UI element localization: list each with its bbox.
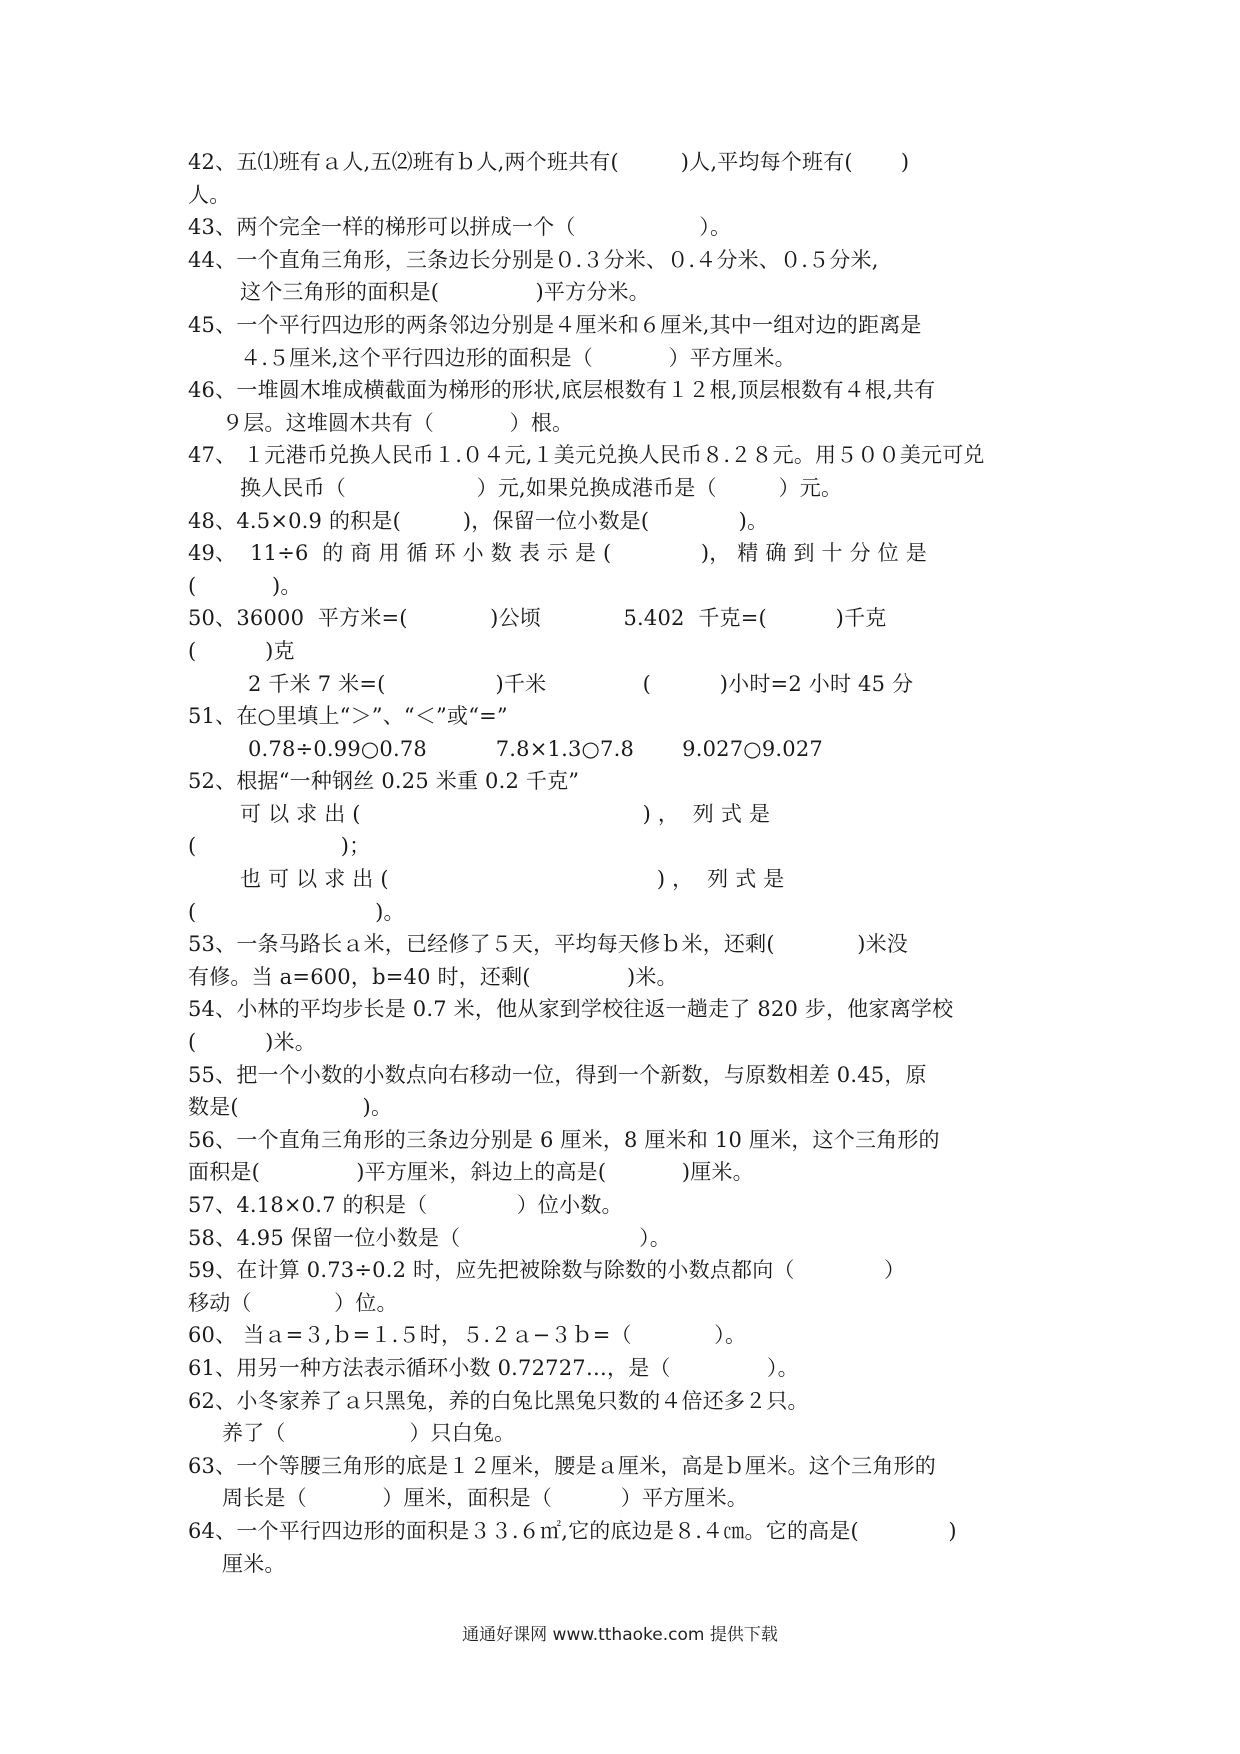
question-line: 可 以 求 出 ( ) ， 列 式 是 xyxy=(240,801,771,826)
question-line: ( )克 xyxy=(188,638,295,663)
question-line: 也 可 以 求 出 ( ) ， 列 式 是 xyxy=(240,867,785,892)
question-line: 人。 xyxy=(188,182,231,207)
question-line: ( )。 xyxy=(188,573,302,598)
question-line: 59、在计算 0.73÷0.2 时，应先把被除数与除数的小数点都向（ ） xyxy=(188,1258,906,1283)
question-line: 47、 １元港币兑换人民币１.０４元,１美元兑换人民币８.２８元。用５００美元可兑 xyxy=(188,443,985,468)
question-line: 52、根据“一种钢丝 0.25 米重 0.2 千克” xyxy=(188,769,580,794)
question-line: 54、小林的平均步长是 0.7 米，他从家到学校往返一趟走了 820 步，他家离学校 xyxy=(188,997,954,1022)
question-line: 57、4.18×0.7 的积是（ ）位小数。 xyxy=(188,1193,623,1217)
question-line: ( )； xyxy=(188,834,371,859)
question-list xyxy=(188,146,1058,1580)
page-footer: 通通好课网 www.tthaoke.com 提供下载 xyxy=(462,1625,778,1645)
question-line: 厘米。 xyxy=(222,1551,286,1576)
question-line: 62、小冬家养了ａ只黑兔，养的白兔比黑兔只数的４倍还多２只。 xyxy=(188,1388,809,1413)
question-line: 61、用另一种方法表示循环小数 0.72727…，是（ ）。 xyxy=(188,1355,799,1380)
question-line: 45、一个平行四边形的两条邻边分别是４厘米和６厘米,其中一组对边的距离是 xyxy=(188,312,922,337)
question-line: 换人民币（ ）元,如果兑换成港币是（ ）元。 xyxy=(240,475,843,500)
question-line: 周长是（ ）厘米，面积是（ ）平方厘米。 xyxy=(222,1486,748,1511)
question-line: 面积是( )平方厘米，斜边上的高是( )厘米。 xyxy=(188,1160,754,1185)
question-line: 56、一个直角三角形的三条边分别是 6 厘米，8 厘米和 10 厘米，这个三角形的 xyxy=(188,1127,940,1152)
question-line: 63、一个等腰三角形的底是１２厘米，腰是ａ厘米，高是ｂ厘米。这个三角形的 xyxy=(188,1453,936,1478)
question-line: ９层。这堆圆木共有（ ）根。 xyxy=(222,410,574,435)
question-line: 有修。当 a=600，b=40 时，还剩( )米。 xyxy=(188,964,678,989)
question-line: 这个三角形的面积是( )平方分米。 xyxy=(240,280,650,305)
question-line: 50、36000 平方米=( )公顷 5.402 千克=( )千克 xyxy=(188,606,887,631)
question-line: ( )米。 xyxy=(188,1030,316,1055)
question-line: 55、把一个小数的小数点向右移动一位，得到一个新数，与原数相差 0.45，原 xyxy=(188,1062,927,1087)
question-line: 51、在○里填上“＞”、“＜”或“=” xyxy=(188,704,508,729)
question-line: 2 千米 7 米=( )千米 ( )小时=2 小时 45 分 xyxy=(248,671,914,696)
question-line: 48、4.5×0.9 的积是( )，保留一位小数是( )。 xyxy=(188,508,769,533)
question-line: 0.78÷0.99○0.78 7.8×1.3○7.8 9.027○9.027 xyxy=(248,736,823,761)
question-line: 42、五⑴班有ａ人,五⑵班有ｂ人,两个班共有( )人,平均每个班有( ) xyxy=(188,150,910,174)
question-line: 60、 当ａ=３,ｂ=１.５时，５.２ａ−３ｂ=（ ）。 xyxy=(188,1323,747,1348)
question-line: 53、一条马路长ａ米，已经修了５天，平均每天修ｂ米，还剩( )米没 xyxy=(188,932,909,957)
question-line: 44、一个直角三角形，三条边长分别是０.３分米、０.４分米、０.５分米, xyxy=(188,247,879,272)
question-line: 移动（ ）位。 xyxy=(188,1290,398,1315)
question-line: 64、一个平行四边形的面积是３３.６㎡,它的底边是８.４㎝。它的高是( ) xyxy=(188,1518,957,1543)
question-line: 46、一堆圆木堆成横截面为梯形的形状,底层根数有１２根,顶层根数有４根,共有 xyxy=(188,378,936,403)
question-line: 养了（ ）只白兔。 xyxy=(222,1421,516,1446)
question-line: 数是( )。 xyxy=(188,1095,393,1120)
question-line: ４.５厘米,这个平行四边形的面积是（ ）平方厘米。 xyxy=(240,345,796,370)
question-line: 43、两个完全一样的梯形可以拼成一个（ ）。 xyxy=(188,215,732,240)
question-line: ( )。 xyxy=(188,899,405,924)
question-line: 58、4.95 保留一位小数是（ ）。 xyxy=(188,1225,672,1250)
question-line: 49、 11÷6 的 商 用 循 环 小 数 表 示 是 ( )， 精 确 到 十 分 位 是 xyxy=(188,541,927,566)
